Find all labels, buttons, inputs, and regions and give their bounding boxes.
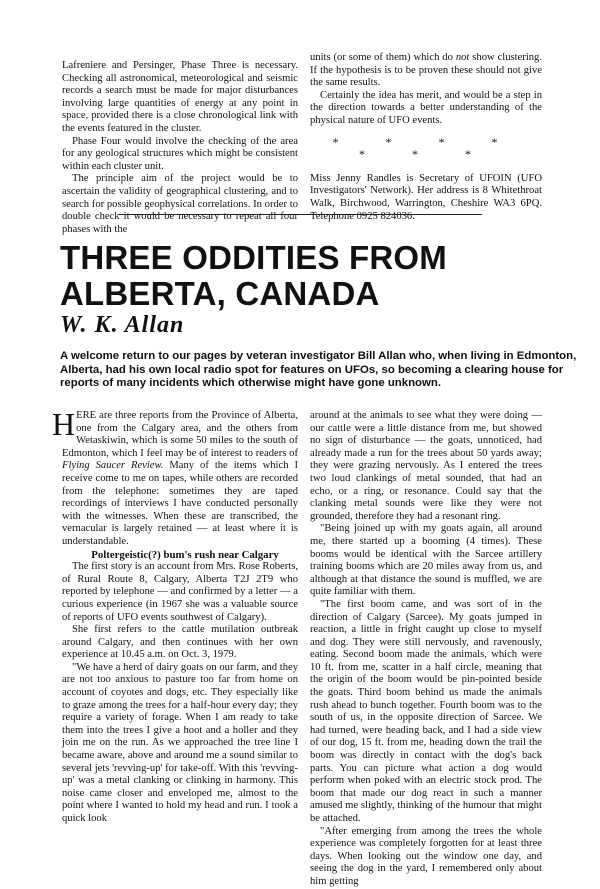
article-column-left: [52, 406, 298, 826]
section-rule: [118, 214, 482, 215]
continued-column-left: [62, 60, 298, 236]
drop-cap: H: [52, 406, 76, 442]
continued-paragraph: Phase Four would involve the checking of the area for any geological structures which might be consistent within each cluster unit.: [62, 135, 298, 172]
author-bio: Miss Jenny Randles is Secretary of UFOIN (UFO Investigators' Network). Her address is 8 Whitethroat Walk, Birchwood, Warrington, Cheshire WA3 6PQ. Telephone 0925 824036.: [310, 172, 542, 222]
continued-column-right: [310, 52, 542, 223]
body-paragraph: "After emerging from among the trees the whole experience was completely forgotten for at least three days. When looking out the window one day, and seeing the dog in the yard, I remembered only about him getting: [310, 825, 542, 887]
body-paragraph: "The first boom came, and was sort of in the direction of Calgary (Sarcee). My goats jumped in reaction, a little in fright caught up close to myself and dog. They were still nervously, and ravenously, eating. Second boom made the animals, which were 10 ft. from me, scatter in a half circle, meaning that the origin of the boom would be pin-pointed beside the goats. Third boom behind us made the animals rush ahead to bunch together. Fourth boom was to the south of us, in the opposite direction of Sarcee. We had turned, were heading back, and I had a side view of our dog, 15 ft. from me, heading down the trail the boom was directly in contact with the dog's back parts. You can picture what action a dog would perform when poked with an electric stock prod. The boom that made our dog react in such a manner amused me slightly, thinking of the humour that might be attached.: [310, 598, 542, 824]
continued-paragraph: [310, 52, 542, 90]
continued-paragraph: Lafreniere and Persinger, Phase Three is necessary. Checking all astronomical, meteorological and seismic records a search must be made for major disturbances involving large quantities of energy at any point in space, provided there is a close chronological link with the events featured in the cluster.: [62, 60, 298, 134]
section-subheading: Poltergeistic(?) bum's rush near Calgary: [91, 548, 279, 561]
article-column-right: [310, 410, 542, 889]
opening-paragraph: [52, 406, 298, 549]
publication-title: Flying Saucer Review.: [62, 460, 164, 472]
body-paragraph: The first story is an account from Mrs. Rose Roberts, of Rural Route 8, Calgary, Alberta T2J 2T9 who reported by telephone — and confirmed by a letter — a curious experience (in 1967 she was a valuable source of reports of UFO events southwest of Calgary).: [62, 561, 298, 623]
section-divider-stars: * * * * * * *: [332, 134, 520, 162]
article-title: THREE ODDITIES FROM ALBERTA, CANADA: [60, 239, 447, 312]
emphasis-text: not: [455, 52, 470, 63]
body-paragraph: "Being joined up with my goats again, all around me, there started up a booming (4 times). These booms would be identical with the Sarcee artillery training booms which are 20 miles away from us, and although at that distance the sound is muffled, we are quite familiar with them.: [310, 523, 542, 598]
text-run: ERE are three reports from the Province of Alberta, one from the Calgary area, and the others from Wetaskiwin, which is some 50 miles to the south of Edmonton, which I feel may be of interest to readers of: [62, 410, 298, 459]
article-intro: A welcome return to our pages by veteran investigator Bill Allan who, when living in Edmonton, Alberta, had his own local radio spot for features on UFOs, so becoming a clearing house for reports of many incidents which otherwise might have gone unknown.: [60, 350, 577, 389]
body-paragraph: She first refers to the cattle mutilation outbreak around Calgary, and then continues with her own experience at 10.45 a.m. on Oct. 3, 1979.: [62, 624, 298, 661]
body-paragraph: around at the animals to see what they were doing — our cattle were a little distance from me, but showed no sign of disturbance — the goats, unnoticed, had already made a run for the trees about 50 yards away; they were grazing nervously. As I entered the trees two loud clankings of metal sounded, that had an echo, or a ring, or resonance. Could say that the clanking metal sounds were like they were not grounded, therefore they had a resonant ring.: [310, 410, 542, 522]
body-paragraph: "We have a herd of dairy goats on our farm, and they are not too anxious to pasture too far from home on account of coyotes and dogs, etc. They especially like to graze among the trees for a half-hour every day; they require a variety of forage. When I am ready to take them into the trees I give a hoot and a holler and they join me on the run. As we approached the tree line I became aware, above and around me a sound similar to several jets 'revving-up' for take-off. With this 'revving-up' was a metal clanking or clinking in harmony. This noise came closer and enveloped me, almost to the point where I wanted to hold my head and run. I took a quick look: [62, 661, 298, 824]
text-run: Many of the items which I receive come to me on tapes, while others are recorded from the telephone: sometimes they are taped recordings of interviews I have conducted personally with the witnesses. When these are transcribed, the vernacular is largely retained — at least where it is understandable.: [62, 460, 298, 547]
continued-paragraph: Certainly the idea has merit, and would be a step in the direction towards a better understanding of the physical nature of UFO events.: [310, 89, 542, 126]
text-run: units (or some of them) which do: [310, 52, 456, 63]
text-run: show clustering. If the hypothesis is to be proven these should not give the same results.: [310, 52, 542, 89]
article-author: W. K. Allan: [60, 312, 185, 338]
continued-paragraph: The principle aim of the project would be to ascertain the validity of geographical clustering, and to search for possible geophysical correlations. In order to double check it would be necessary to repeat all four phases with the: [62, 173, 298, 235]
